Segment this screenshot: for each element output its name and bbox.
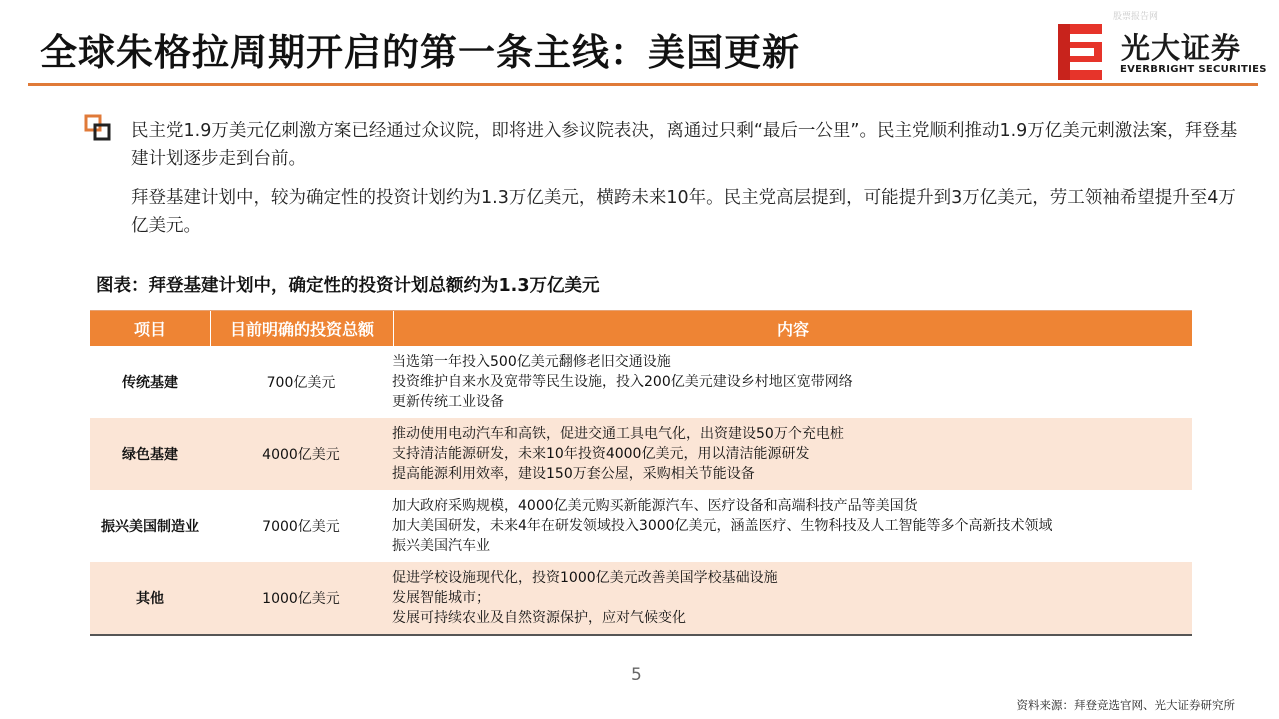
- row-amount: 7000亿美元: [262, 519, 340, 535]
- content-line: 当选第一年投入500亿美元翻修老旧交通设施: [392, 354, 671, 370]
- content-line: 推动使用电动汽车和高铁，促进交通工具电气化，出资建设50万个充电桩: [392, 426, 844, 442]
- content-line: 更新传统工业设备: [392, 394, 504, 410]
- table-row: [90, 562, 1192, 634]
- content-line: 支持清洁能源研发，未来10年投资4000亿美元，用以清洁能源研发: [392, 446, 810, 462]
- bullet-squares-icon: [84, 114, 112, 142]
- table-row: [90, 346, 1192, 418]
- row-amount: 700亿美元: [266, 375, 336, 391]
- column-header-content: 内容: [776, 320, 809, 339]
- table-row: [90, 490, 1192, 562]
- content-line: 加大美国研发，未来4年在研发领域投入3000亿美元，涵盖医疗、生物科技及人工智能等多个高新技术领域: [392, 518, 1053, 534]
- paragraph-stimulus: 民主党1.9万美元亿刺激方案已经通过众议院，即将进入参议院表决，离通过只剩“最后一公里”。民主党顺利推动1.9万亿美元刺激法案，拜登基建计划逐步走到台前。: [131, 121, 1238, 169]
- page-title: 全球朱格拉周期开启的第一条主线：美国更新: [40, 31, 800, 74]
- row-content: [392, 418, 1192, 490]
- logo-english-name: EVERBRIGHT SECURITIES: [1120, 64, 1267, 75]
- row-content: [392, 490, 1192, 562]
- table-row: [90, 418, 1192, 490]
- row-amount: 4000亿美元: [262, 447, 340, 463]
- title-divider: [28, 83, 1258, 86]
- table-header: [90, 311, 1192, 346]
- watermark: 股票报告网: [1113, 12, 1159, 22]
- logo-chinese-name: 光大证券: [1121, 31, 1242, 65]
- column-header-item: 项目: [90, 311, 211, 346]
- everbright-logo-icon: [1058, 24, 1102, 80]
- row-name: 其他: [136, 591, 164, 607]
- paragraph-infrastructure: 拜登基建计划中，较为确定性的投资计划约为1.3万亿美元，横跨未来10年。民主党高层提到，可能提升到3万亿美元，劳工领袖希望提升至4万亿美元。: [131, 188, 1236, 236]
- row-content: [392, 562, 1192, 634]
- figure-title: 图表：拜登基建计划中，确定性的投资计划总额约为1.3万亿美元: [96, 276, 600, 296]
- row-name: 振兴美国制造业: [101, 519, 199, 535]
- page-number: 5: [631, 665, 642, 685]
- content-line: 振兴美国汽车业: [392, 538, 490, 554]
- column-header-amount: 目前明确的投资总额: [211, 311, 394, 346]
- content-line: 加大政府采购规模，4000亿美元购买新能源汽车、医疗设备和高端科技产品等美国货: [392, 498, 918, 514]
- source-note: 资料来源：拜登竞选官网、光大证券研究所: [1016, 698, 1235, 712]
- row-amount: 1000亿美元: [262, 591, 340, 607]
- row-name: 传统基建: [122, 375, 178, 391]
- row-content: [392, 346, 1192, 418]
- content-line: 提高能源利用效率，建设150万套公屋，采购相关节能设备: [392, 466, 755, 482]
- content-line: 投资维护自来水及宽带等民生设施，投入200亿美元建设乡村地区宽带网络: [392, 374, 853, 390]
- content-line: 发展可持续农业及自然资源保护，应对气候变化: [392, 610, 686, 626]
- content-line: 发展智能城市；: [392, 590, 490, 606]
- investment-table: [90, 310, 1192, 636]
- company-logo: [1058, 24, 1267, 82]
- row-name: 绿色基建: [122, 447, 178, 463]
- content-line: 促进学校设施现代化，投资1000亿美元改善美国学校基础设施: [392, 570, 778, 586]
